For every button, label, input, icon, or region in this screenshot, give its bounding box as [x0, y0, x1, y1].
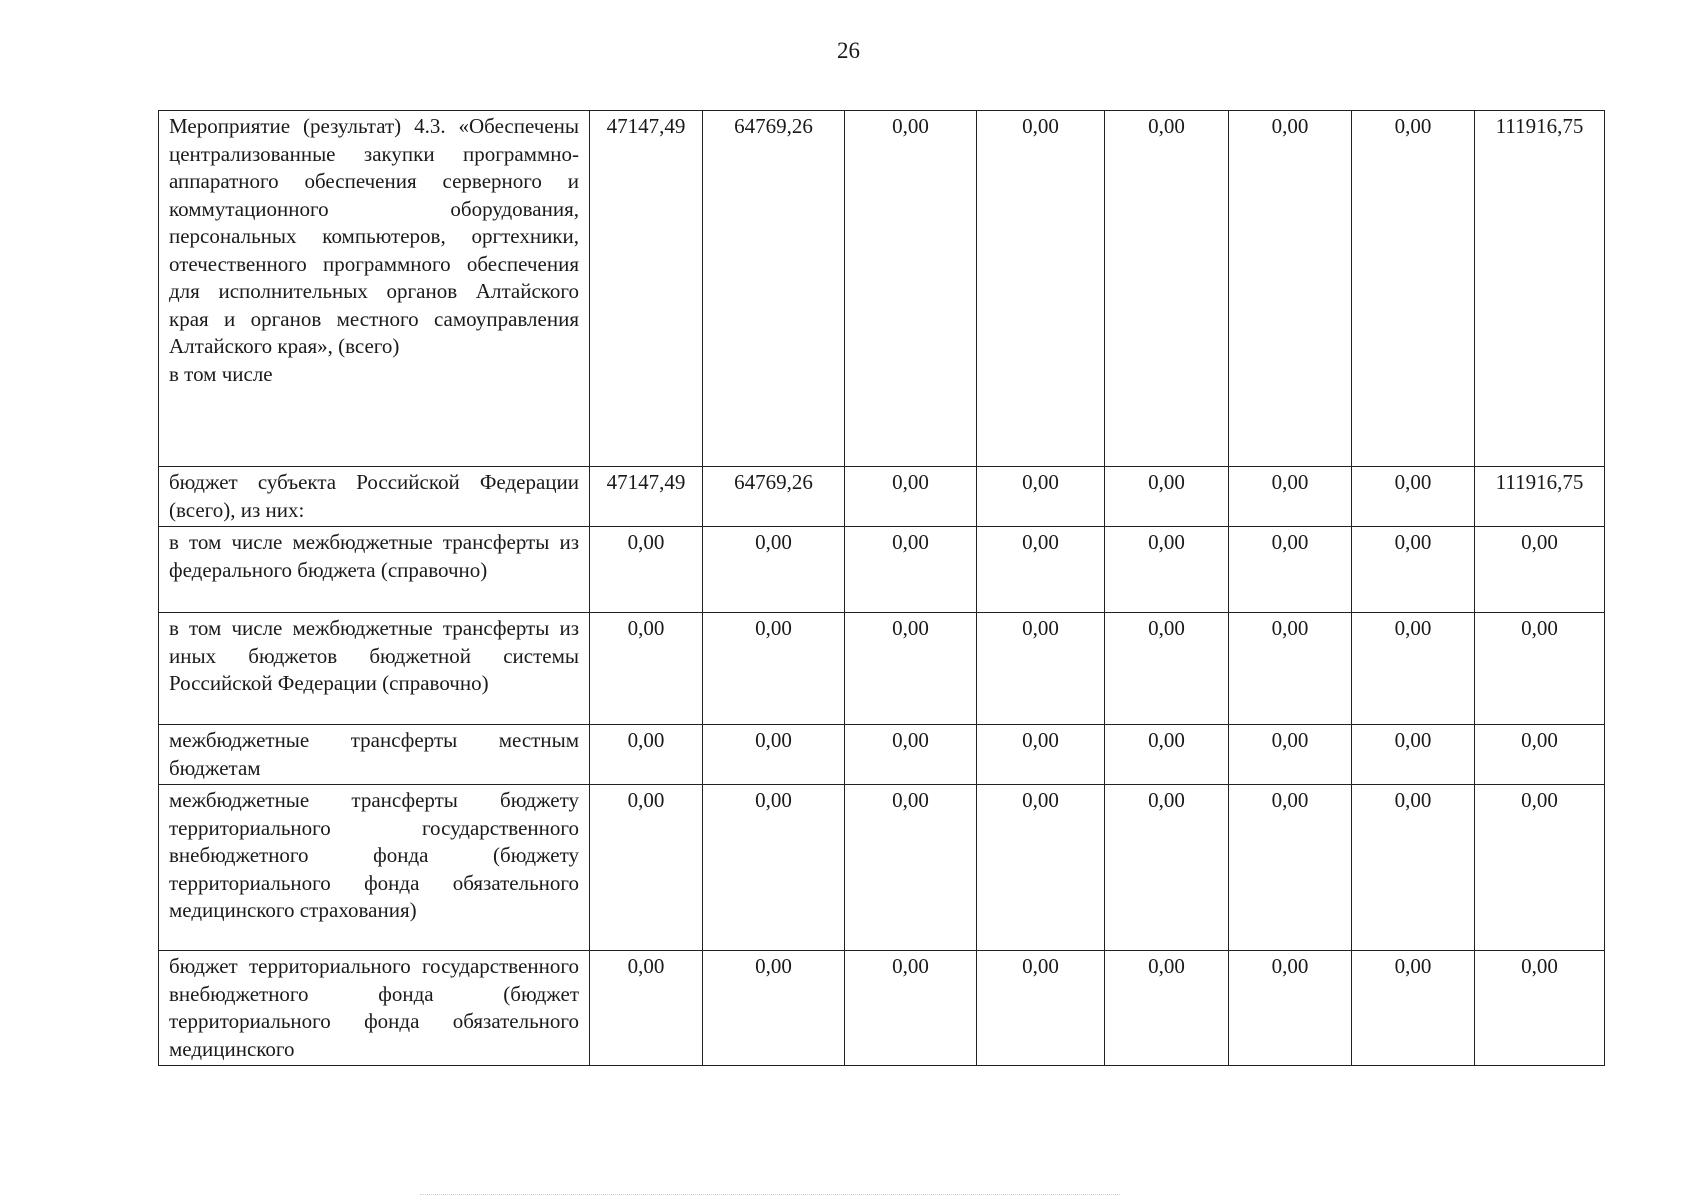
value-cell: 0,00 — [1352, 785, 1475, 951]
value-cell: 0,00 — [703, 613, 845, 725]
value-cell: 0,00 — [1352, 527, 1475, 613]
value-cell: 0,00 — [1352, 467, 1475, 527]
value-cell: 0,00 — [1475, 725, 1605, 785]
value-cell: 0,00 — [1352, 613, 1475, 725]
value-cell: 0,00 — [977, 951, 1105, 1066]
row-label: Мероприятие (результат) 4.3. «Обеспечены централизованные закупки программно-аппаратного обеспечения серверного и коммутационного оборудования, персональных компьютеров, оргтехники, отечественного программного обеспечения для исполнительных органов Алтайского края и органов местного самоуправления Алтайского края», (всего) — [169, 114, 579, 358]
value-cell: 0,00 — [703, 951, 845, 1066]
value-cell: 0,00 — [977, 527, 1105, 613]
value-cell: 64769,26 — [703, 111, 845, 467]
row-label: межбюджетные трансферты бюджету территориального государственного внебюджетного фонда (бюджету территориального фонда обязательного медицинского страхования) — [159, 785, 590, 951]
value-cell: 0,00 — [845, 527, 977, 613]
page-number: 26 — [837, 38, 860, 63]
table-row — [159, 785, 1605, 951]
table-row — [159, 111, 1605, 467]
row-label-cell — [159, 111, 590, 467]
value-cell: 0,00 — [845, 467, 977, 527]
value-cell: 0,00 — [1105, 725, 1229, 785]
value-cell: 0,00 — [845, 951, 977, 1066]
row-label: бюджет субъекта Российской Федерации (всего), из них: — [159, 467, 590, 527]
value-cell: 0,00 — [1352, 725, 1475, 785]
value-cell: 0,00 — [977, 785, 1105, 951]
value-cell: 0,00 — [1105, 785, 1229, 951]
value-cell: 0,00 — [977, 467, 1105, 527]
value-cell: 0,00 — [703, 785, 845, 951]
row-label: межбюджетные трансферты местным бюджетам — [159, 725, 590, 785]
value-cell: 111916,75 — [1475, 111, 1605, 467]
value-cell: 0,00 — [1105, 613, 1229, 725]
table-row — [159, 951, 1605, 1066]
value-cell: 0,00 — [1229, 785, 1352, 951]
value-cell: 111916,75 — [1475, 467, 1605, 527]
value-cell: 0,00 — [1352, 111, 1475, 467]
value-cell: 0,00 — [703, 527, 845, 613]
value-cell: 0,00 — [590, 527, 703, 613]
table-row — [159, 725, 1605, 785]
value-cell: 0,00 — [1229, 725, 1352, 785]
value-cell: 0,00 — [977, 725, 1105, 785]
value-cell: 0,00 — [1229, 951, 1352, 1066]
value-cell: 64769,26 — [703, 467, 845, 527]
value-cell: 47147,49 — [590, 111, 703, 467]
value-cell: 47147,49 — [590, 467, 703, 527]
value-cell: 0,00 — [1475, 785, 1605, 951]
row-label: в том числе межбюджетные трансферты из иных бюджетов бюджетной системы Российской Федерации (справочно) — [159, 613, 590, 725]
value-cell: 0,00 — [1229, 111, 1352, 467]
value-cell: 0,00 — [1475, 613, 1605, 725]
value-cell: 0,00 — [590, 613, 703, 725]
funding-table — [158, 110, 1605, 1066]
scan-artifact-line — [420, 1194, 1120, 1197]
value-cell: 0,00 — [977, 613, 1105, 725]
row-label: в том числе межбюджетные трансферты из федерального бюджета (справочно) — [159, 527, 590, 613]
value-cell: 0,00 — [1105, 111, 1229, 467]
value-cell: 0,00 — [1475, 527, 1605, 613]
value-cell: 0,00 — [703, 725, 845, 785]
value-cell: 0,00 — [590, 951, 703, 1066]
value-cell: 0,00 — [845, 613, 977, 725]
value-cell: 0,00 — [590, 725, 703, 785]
row-label: бюджет территориального государственного внебюджетного фонда (бюджет территориального фонда обязательного медицинского — [159, 951, 590, 1066]
table-row — [159, 613, 1605, 725]
value-cell: 0,00 — [845, 725, 977, 785]
value-cell: 0,00 — [977, 111, 1105, 467]
table-row — [159, 467, 1605, 527]
value-cell: 0,00 — [1229, 467, 1352, 527]
value-cell: 0,00 — [1105, 467, 1229, 527]
value-cell: 0,00 — [1229, 527, 1352, 613]
table-row — [159, 527, 1605, 613]
value-cell: 0,00 — [1229, 613, 1352, 725]
value-cell: 0,00 — [1475, 951, 1605, 1066]
value-cell: 0,00 — [590, 785, 703, 951]
value-cell: 0,00 — [845, 785, 977, 951]
row-label-extra: в том числе — [169, 361, 273, 386]
value-cell: 0,00 — [1105, 527, 1229, 613]
value-cell: 0,00 — [1352, 951, 1475, 1066]
value-cell: 0,00 — [1105, 951, 1229, 1066]
value-cell: 0,00 — [845, 111, 977, 467]
